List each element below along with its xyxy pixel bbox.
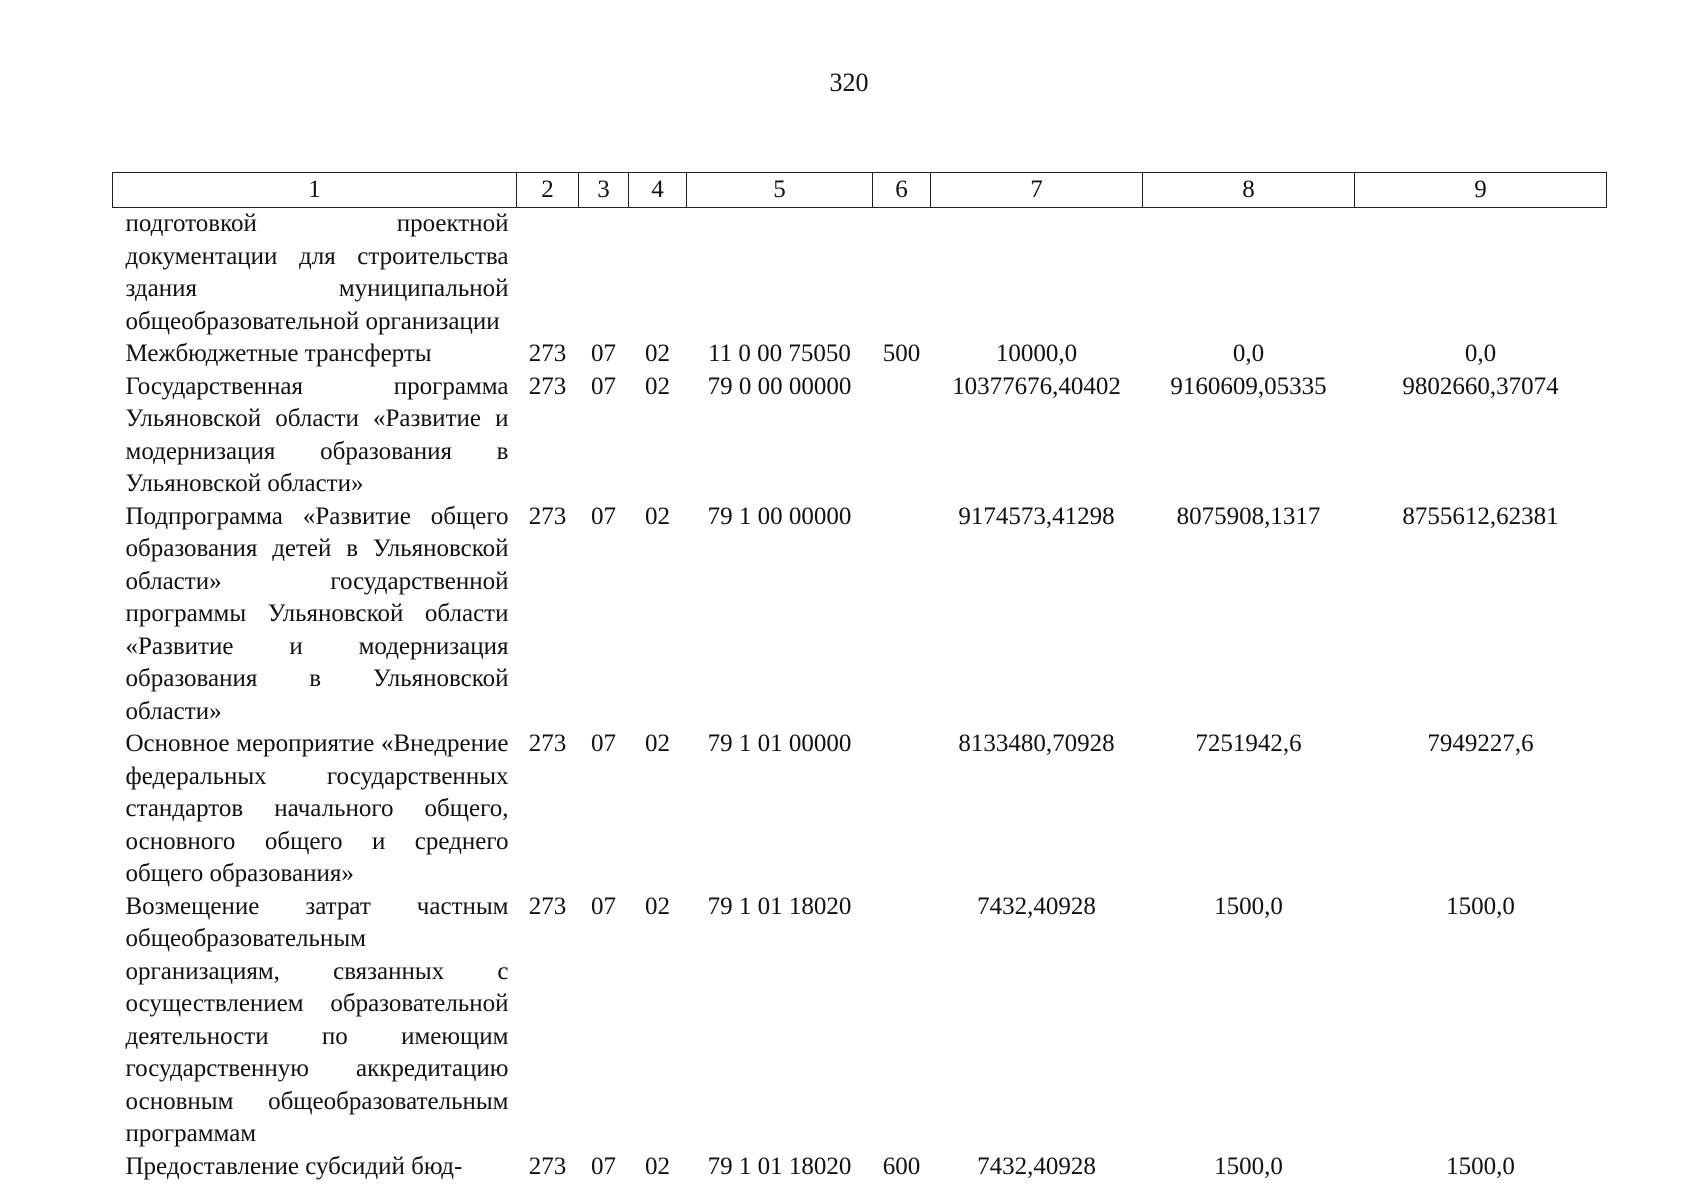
row-c3: 07 <box>591 502 616 530</box>
row-c8: 1500,0 <box>1214 1152 1283 1180</box>
row-c4: 02 <box>645 730 670 757</box>
row-name: Возмещение затрат частным общеобразовательным организациям, связанных с осуществлением образовательной деятельности по имеющим государственную аккредитацию основным общеобразовательным программам <box>125 892 509 1147</box>
table-row <box>113 891 1607 1151</box>
column-number-header-row <box>113 173 1607 208</box>
row-c9: 1500,0 <box>1446 892 1515 920</box>
row-c8: 1500,0 <box>1214 892 1283 920</box>
row-c2 <box>517 208 579 339</box>
row-name: Предоставление субсидий бюд- <box>125 1152 463 1180</box>
row-name: Межбюджетные трансферты <box>125 340 432 367</box>
row-c2: 273 <box>528 340 567 367</box>
row-c9: 0,0 <box>1464 340 1497 367</box>
column-header-7: 7 <box>931 173 1143 208</box>
row-c6: 600 <box>882 1152 921 1180</box>
row-name: подготовкой проектной документации для строительства здания муниципальной общеобразовательной организации <box>125 210 509 335</box>
row-c8: 0,0 <box>1232 340 1265 367</box>
row-name: Основное мероприятие «Внедрение федеральных государственных стандартов начального общего, основного общего и среднего общего образования» <box>125 730 509 887</box>
row-c2: 273 <box>528 372 567 400</box>
row-c2: 273 <box>528 1152 567 1180</box>
column-header-5: 5 <box>687 173 873 208</box>
row-c7: 10377676,40402 <box>952 372 1121 400</box>
page-number: 320 <box>829 68 869 97</box>
row-c3: 07 <box>591 892 616 920</box>
row-c7: 10000,0 <box>995 340 1078 367</box>
table-row <box>113 1151 1607 1184</box>
row-c9: 7949227,6 <box>1427 730 1534 757</box>
table-row <box>113 338 1607 371</box>
row-c2: 273 <box>528 892 567 920</box>
column-header-6: 6 <box>873 173 931 208</box>
row-c4: 02 <box>645 502 670 530</box>
row-c7 <box>931 208 1143 339</box>
row-c8: 8075908,1317 <box>1176 502 1321 530</box>
row-c7: 7432,40928 <box>977 1152 1096 1180</box>
row-c8: 9160609,05335 <box>1170 372 1327 400</box>
row-c7: 9174573,41298 <box>958 502 1115 530</box>
row-c5: 11 0 00 75050 <box>708 340 851 367</box>
row-c3: 07 <box>591 730 616 757</box>
column-header-4: 4 <box>629 173 687 208</box>
column-header-2: 2 <box>517 173 579 208</box>
row-c6: 500 <box>882 340 921 367</box>
row-c8: 7251942,6 <box>1195 730 1302 757</box>
column-header-1: 1 <box>113 173 517 208</box>
row-c5: 79 0 00 00000 <box>707 372 852 400</box>
row-c3 <box>579 208 629 339</box>
row-c2: 273 <box>528 502 567 530</box>
row-name: Государственная программа Ульяновской области «Развитие и модернизация образования в Ульяновской области» <box>125 372 509 497</box>
row-c5: 79 1 01 18020 <box>707 892 852 920</box>
row-c3: 07 <box>591 340 616 367</box>
row-c5 <box>687 208 873 339</box>
row-c5: 79 1 00 00000 <box>707 502 852 530</box>
row-c8 <box>1143 208 1355 339</box>
table-row <box>113 371 1607 501</box>
table-row <box>113 728 1607 891</box>
row-c6 <box>873 891 931 1151</box>
column-header-3: 3 <box>579 173 629 208</box>
row-c4: 02 <box>645 1152 670 1180</box>
column-header-9: 9 <box>1355 173 1607 208</box>
row-c5: 79 1 01 00000 <box>707 730 852 757</box>
row-c9 <box>1355 208 1607 339</box>
row-c4: 02 <box>645 372 670 400</box>
row-c6 <box>873 371 931 501</box>
row-c9: 8755612,62381 <box>1402 502 1559 530</box>
row-c6 <box>873 208 931 339</box>
table-row <box>113 501 1607 729</box>
row-c4: 02 <box>645 340 670 367</box>
row-c9: 1500,0 <box>1446 1152 1515 1180</box>
row-c7: 8133480,70928 <box>958 730 1115 757</box>
row-c4: 02 <box>645 892 670 920</box>
row-c6 <box>873 501 931 729</box>
row-c6 <box>873 728 931 891</box>
row-name: Подпрограмма «Развитие общего образования детей в Ульяновской области» государственной программы Ульяновской области «Развитие и модернизация образования в Ульяновской области» <box>125 502 509 725</box>
budget-table <box>112 172 1607 1183</box>
row-c3: 07 <box>591 372 616 400</box>
row-c4 <box>629 208 687 339</box>
table-row <box>113 208 1607 339</box>
row-c2: 273 <box>528 730 567 757</box>
row-c5: 79 1 01 18020 <box>707 1152 852 1180</box>
row-c3: 07 <box>591 1152 616 1180</box>
row-c7: 7432,40928 <box>977 892 1096 920</box>
column-header-8: 8 <box>1143 173 1355 208</box>
row-c9: 9802660,37074 <box>1402 372 1559 400</box>
